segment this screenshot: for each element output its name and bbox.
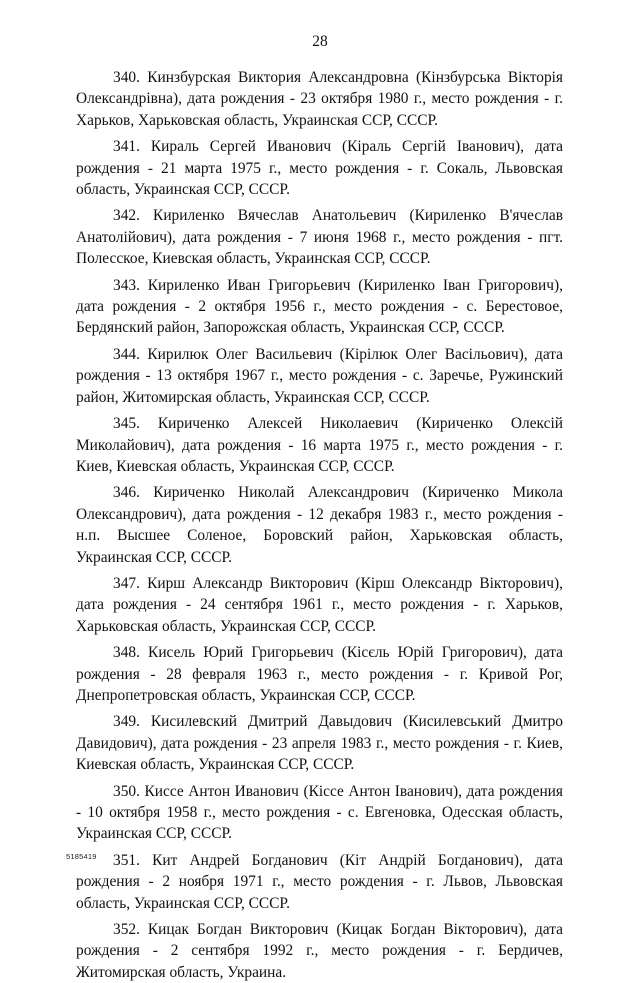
list-item: 340. Кинзбурская Виктория Александровна (Кінзбурська Вікторія Олександрівна), дата рождения - 23 октября 1980 г., место рождения - г. Харьков, Харьковская область, Украинская ССР, СССР.: [76, 69, 563, 129]
entry-list: [76, 67, 563, 983]
list-item: 341. Кираль Сергей Иванович (Кіраль Сергій Іванович), дата рождения - 21 марта 1975 г., место рождения - г. Сокаль, Львовская область, Украинская ССР, СССР.: [76, 138, 563, 199]
document-code: 5185419: [66, 852, 97, 861]
list-item: 350. Киссе Антон Иванович (Кіссе Антон Іванович), дата рождения - 10 октября 1958 г., место рождения - с. Евгеновка, Одесская область, Украинская ССР, СССР.: [76, 782, 563, 843]
list-item: 344. Кирилюк Олег Васильевич (Кірілюк Олег Васільович), дата рождения - 13 октября 1967 г., место рождения - с. Заречье, Ружинский район, Житомирская область, Украинская ССР, СССР.: [76, 345, 563, 406]
list-item: 347. Кирш Александр Викторович (Кірш Олександр Вікторович), дата рождения - 24 сентября 1961 г., место рождения - г. Харьков, Харьковская область, Украинская ССР, СССР.: [76, 574, 563, 635]
list-item: 351. Кит Андрей Богданович (Кіт Андрій Богданович), дата рождения - 2 ноября 1971 г., место рождения - г. Львов, Львовская область, Украинская ССР, СССР.: [76, 851, 563, 912]
list-item: 345. Кириченко Алексей Николаевич (Кириченко Олексій Миколайович), дата рождения - 16 марта 1975 г., место рождения - г. Киев, Киевская область, Украинская ССР, СССР.: [76, 415, 563, 475]
list-item: 352. Кицак Богдан Викторович (Кицак Богдан Вікторович), дата рождения - 2 сентября 1992 г., место рождения - г. Бердичев, Житомирская область, Украина.: [76, 921, 563, 981]
list-item: 349. Кисилевский Дмитрий Давыдович (Кисилевський Дмитро Давидович), дата рождения - 23 апреля 1983 г., место рождения - г. Киев, Киевская область, Украинская ССР, СССР.: [76, 713, 563, 774]
list-item: 346. Кириченко Николай Александрович (Кириченко Микола Олександрович), дата рождения - 12 декабря 1983 г., место рождения - н.п. Высшее Соленое, Боровский район, Харьковская область, Украинская ССР, СССР.: [76, 484, 563, 566]
list-item: 348. Кисель Юрий Григорьевич (Кісєль Юрій Григорович), дата рождения - 28 февраля 1963 г., место рождения - г. Кривой Рог, Днепропетровская область, Украинская ССР, СССР.: [76, 644, 563, 704]
list-item: 342. Кириленко Вячеслав Анатольевич (Кириленко В'ячеслав Анатолійович), дата рождения - 7 июня 1968 г., место рождения - пгт. Полесское, Киевская область, Украинская ССР, СССР.: [76, 207, 563, 268]
list-item: 343. Кириленко Иван Григорьевич (Кириленко Іван Григорович), дата рождения - 2 октября 1956 г., место рождения - с. Берестовое, Бердянский район, Запорожская область, Украинская ССР, СССР.: [76, 276, 563, 337]
page-number: 28: [312, 33, 328, 50]
